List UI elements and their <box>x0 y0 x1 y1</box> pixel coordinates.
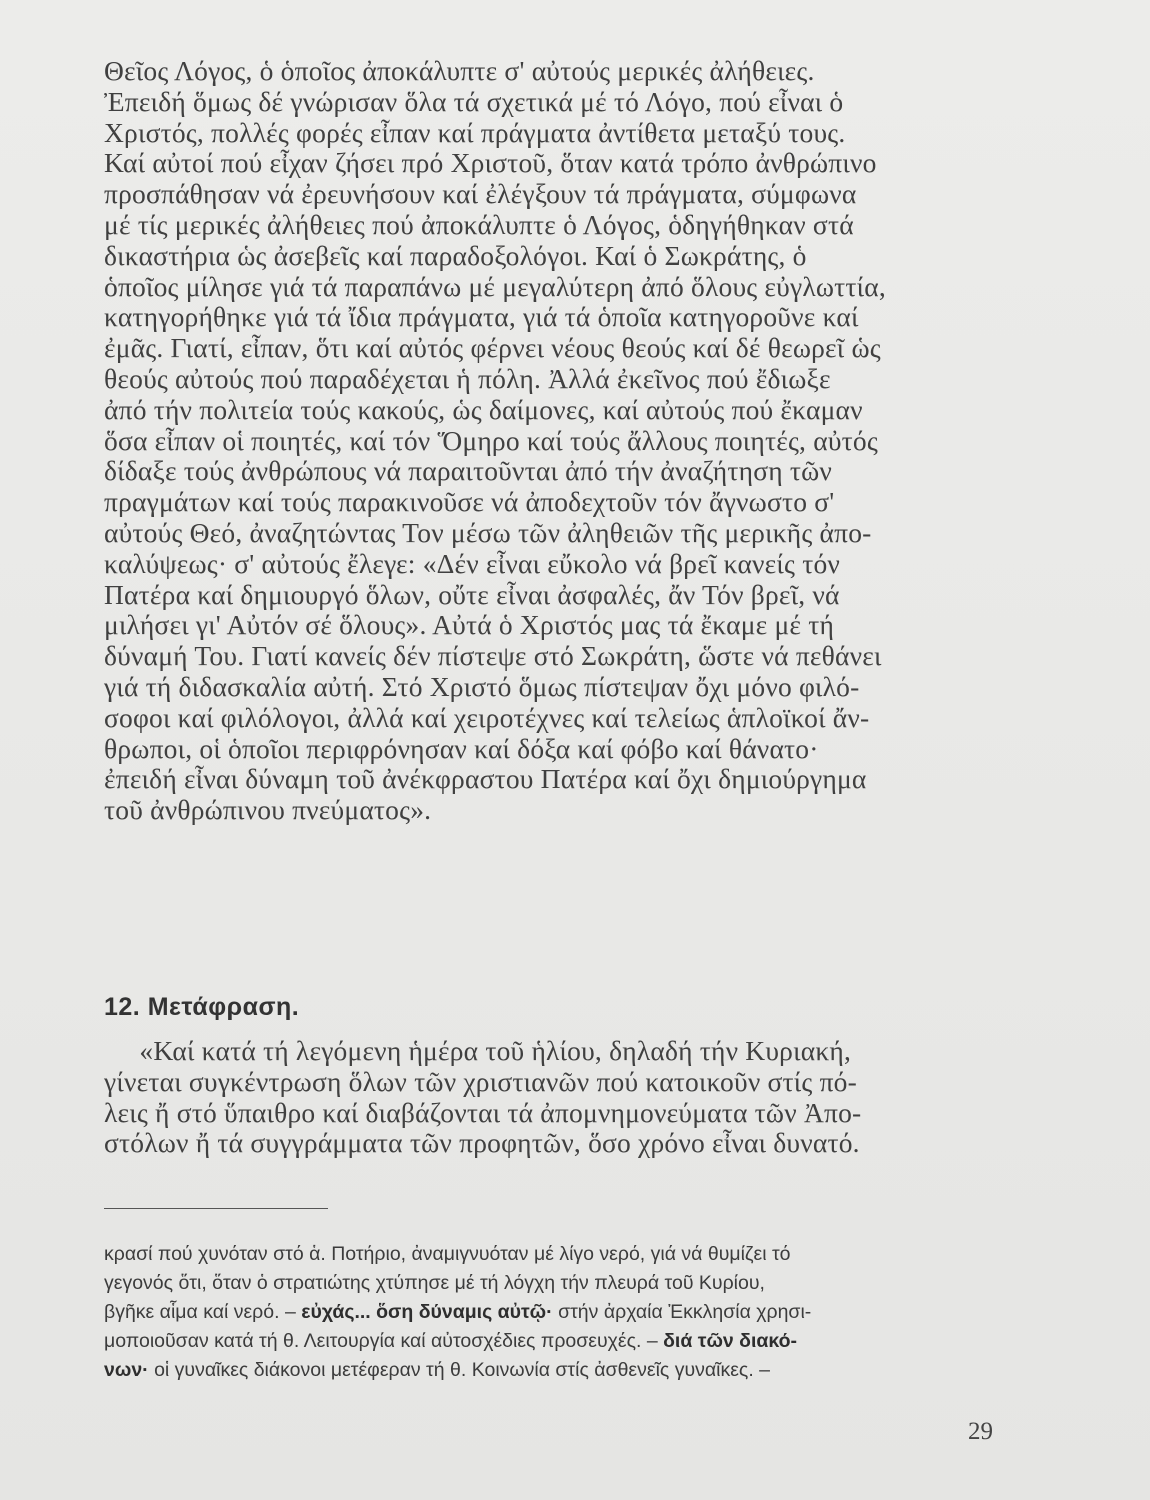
text-line: θεούς αὐτούς πού παραδέχεται ἡ πόλη. Ἀλλά ἐκεῖνος πού ἔδιωξε <box>104 362 831 394</box>
text-line: «Καί κατά τή λεγόμενη ἡμέρα τοῦ ἡλίου, δηλαδή τήν Κυριακή, <box>104 1035 852 1066</box>
text-line: σοφοι καί φιλόλογοι, ἀλλά καί χειροτέχνες καί τελείως ἁπλοϊκοί ἄν- <box>104 701 870 733</box>
footnote-term: εὐχάς... ὅση δύναμις αὐτῷ· <box>301 1301 553 1323</box>
section-heading: 12. Μετάφραση. <box>104 993 300 1021</box>
text-line: Ἐπειδή ὅμως δέ γνώρισαν ὅλα τά σχετικά μέ τό Λόγο, πού εἶναι ὁ <box>104 85 844 117</box>
text-line: ὁποῖος μίλησε γιά τά παραπάνω μέ μεγαλύτερη ἀπό ὅλους εὐγλωττία, <box>104 270 886 302</box>
footnote-text: μοποιοῦσαν κατά τή θ. Λειτουργία καί αὐτοσχέδιες προσευχές. – <box>104 1330 664 1352</box>
text-line: Χριστός, πολλές φορές εἶπαν καί πράγματα ἀντίθετα μεταξύ τους. <box>104 116 846 148</box>
text-line: μέ τίς μερικές ἀλήθειες πού ἀποκάλυπτε ὁ Λόγος, ὁδηγήθηκαν στά <box>104 208 854 240</box>
page-number: 29 <box>968 1418 993 1445</box>
text-line: θρωποι, οἱ ὁποῖοι περιφρόνησαν καί δόξα καί φόβο καί θάνατο· <box>104 732 819 764</box>
text-line: στόλων ἤ τά συγγράμματα τῶν προφητῶν, ὅσο χρόνο εἶναι δυνατό. <box>104 1127 860 1159</box>
text-line: μιλήσει γι' Αὐτόν σέ ὅλους». Αὐτά ὁ Χριστός μας τά ἔκαμε μέ τή <box>104 609 835 641</box>
text-line: ἐμᾶς. Γιατί, εἶπαν, ὅτι καί αὐτός φέρνει νέους θεούς καί δέ θεωρεῖ ὡς <box>104 332 881 364</box>
text-line: ἀπό τήν πολιτεία τούς κακούς, ὡς δαίμονες, καί αὐτούς πού ἔκαμαν <box>104 393 863 425</box>
footnote-line <box>104 1356 1004 1385</box>
footnote-line <box>104 1327 1004 1356</box>
main-text <box>104 56 994 826</box>
text-line: δίδαξε τούς ἀνθρώπους νά παραιτοῦνται ἀπό τήν ἀναζήτηση τῶν <box>104 455 833 487</box>
text-line: πραγμάτων καί τούς παρακινοῦσε νά ἀποδεχτοῦν τόν ἄγνωστο σ' <box>104 486 835 518</box>
text-line: προσπάθησαν νά ἐρευνήσουν καί ἐλέγξουν τά πράγματα, σύμφωνα <box>104 178 857 210</box>
footnote-line: γεγονός ὅτι, ὅταν ὁ στρατιώτης χτύπησε μέ τή λόγχη τήν πλευρά τοῦ Κυρίου, <box>104 1272 765 1294</box>
text-line: δύναμή Του. Γιατί κανείς δέν πίστεψε στό Σωκράτη, ὥστε νά πεθάνει <box>104 640 882 672</box>
footnote-line: κρασί πού χυνόταν στό ἁ. Ποτήριο, ἀναμιγνυόταν μέ λίγο νερό, γιά νά θυμίζει τό <box>104 1243 791 1265</box>
footnote-term: διά τῶν διακό- <box>663 1330 798 1352</box>
text-line: Πατέρα καί δημιουργό ὅλων, οὔτε εἶναι ἀσφαλές, ἄν Τόν βρεῖ, νά <box>104 578 840 610</box>
text-line: γίνεται συγκέντρωση ὅλων τῶν χριστιανῶν πού κατοικοῦν στίς πό- <box>104 1065 857 1097</box>
text-line: δικαστήρια ὡς ἀσεβεῖς καί παραδοξολόγοι. Καί ὁ Σωκράτης, ὁ <box>104 239 807 271</box>
text-line: ὅσα εἶπαν οἱ ποιητές, καί τόν Ὅμηρο καί τούς ἄλλους ποιητές, αὐτός <box>104 424 878 456</box>
text-line: Θεῖος Λόγος, ὁ ὁποῖος ἀποκάλυπτε σ' αὐτούς μερικές ἀλήθειες. <box>104 55 815 86</box>
footnote-text: στήν ἀρχαία Ἐκκλησία χρησι- <box>552 1301 812 1323</box>
footnote-term: νων· <box>104 1359 149 1381</box>
footnote-divider <box>104 1208 328 1209</box>
footnote-line <box>104 1298 1004 1327</box>
footnote-text: βγῆκε αἷμα καί νερό. – <box>104 1301 302 1323</box>
footnote-text: οἱ γυναῖκες διάκονοι μετέφεραν τή θ. Κοινωνία στίς ἀσθενεῖς γυναῖκες. – <box>148 1359 771 1381</box>
text-line: Καί αὐτοί πού εἶχαν ζήσει πρό Χριστοῦ, ὅταν κατά τρόπο ἀνθρώπινο <box>104 147 877 179</box>
footnotes <box>104 1240 1004 1385</box>
text-line: καλύψεως· σ' αὐτούς ἔλεγε: «Δέν εἶναι εὔκολο νά βρεῖ κανείς τόν <box>104 547 841 579</box>
text-line: αὐτούς Θεό, ἀναζητώντας Τον μέσω τῶν ἀληθειῶν τῆς μερικῆς ἀπο- <box>104 516 872 548</box>
text-line: γιά τή διδασκαλία αὐτή. Στό Χριστό ὅμως πίστεψαν ὄχι μόνο φιλό- <box>104 670 860 702</box>
text-line: τοῦ ἀνθρώπινου πνεύματος». <box>104 794 432 826</box>
text-line: λεις ἤ στό ὕπαιθρο καί διαβάζονται τά ἀπομνημονεύματα τῶν Ἀπο- <box>104 1096 862 1128</box>
text-line: ἐπειδή εἶναι δύναμη τοῦ ἀνέκφραστου Πατέρα καί ὄχι δημιούργημα <box>104 763 867 795</box>
text-line: κατηγορήθηκε γιά τά ἴδια πράγματα, γιά τά ὁποῖα κατηγοροῦνε καί <box>104 301 859 333</box>
translation-text <box>104 1036 994 1159</box>
